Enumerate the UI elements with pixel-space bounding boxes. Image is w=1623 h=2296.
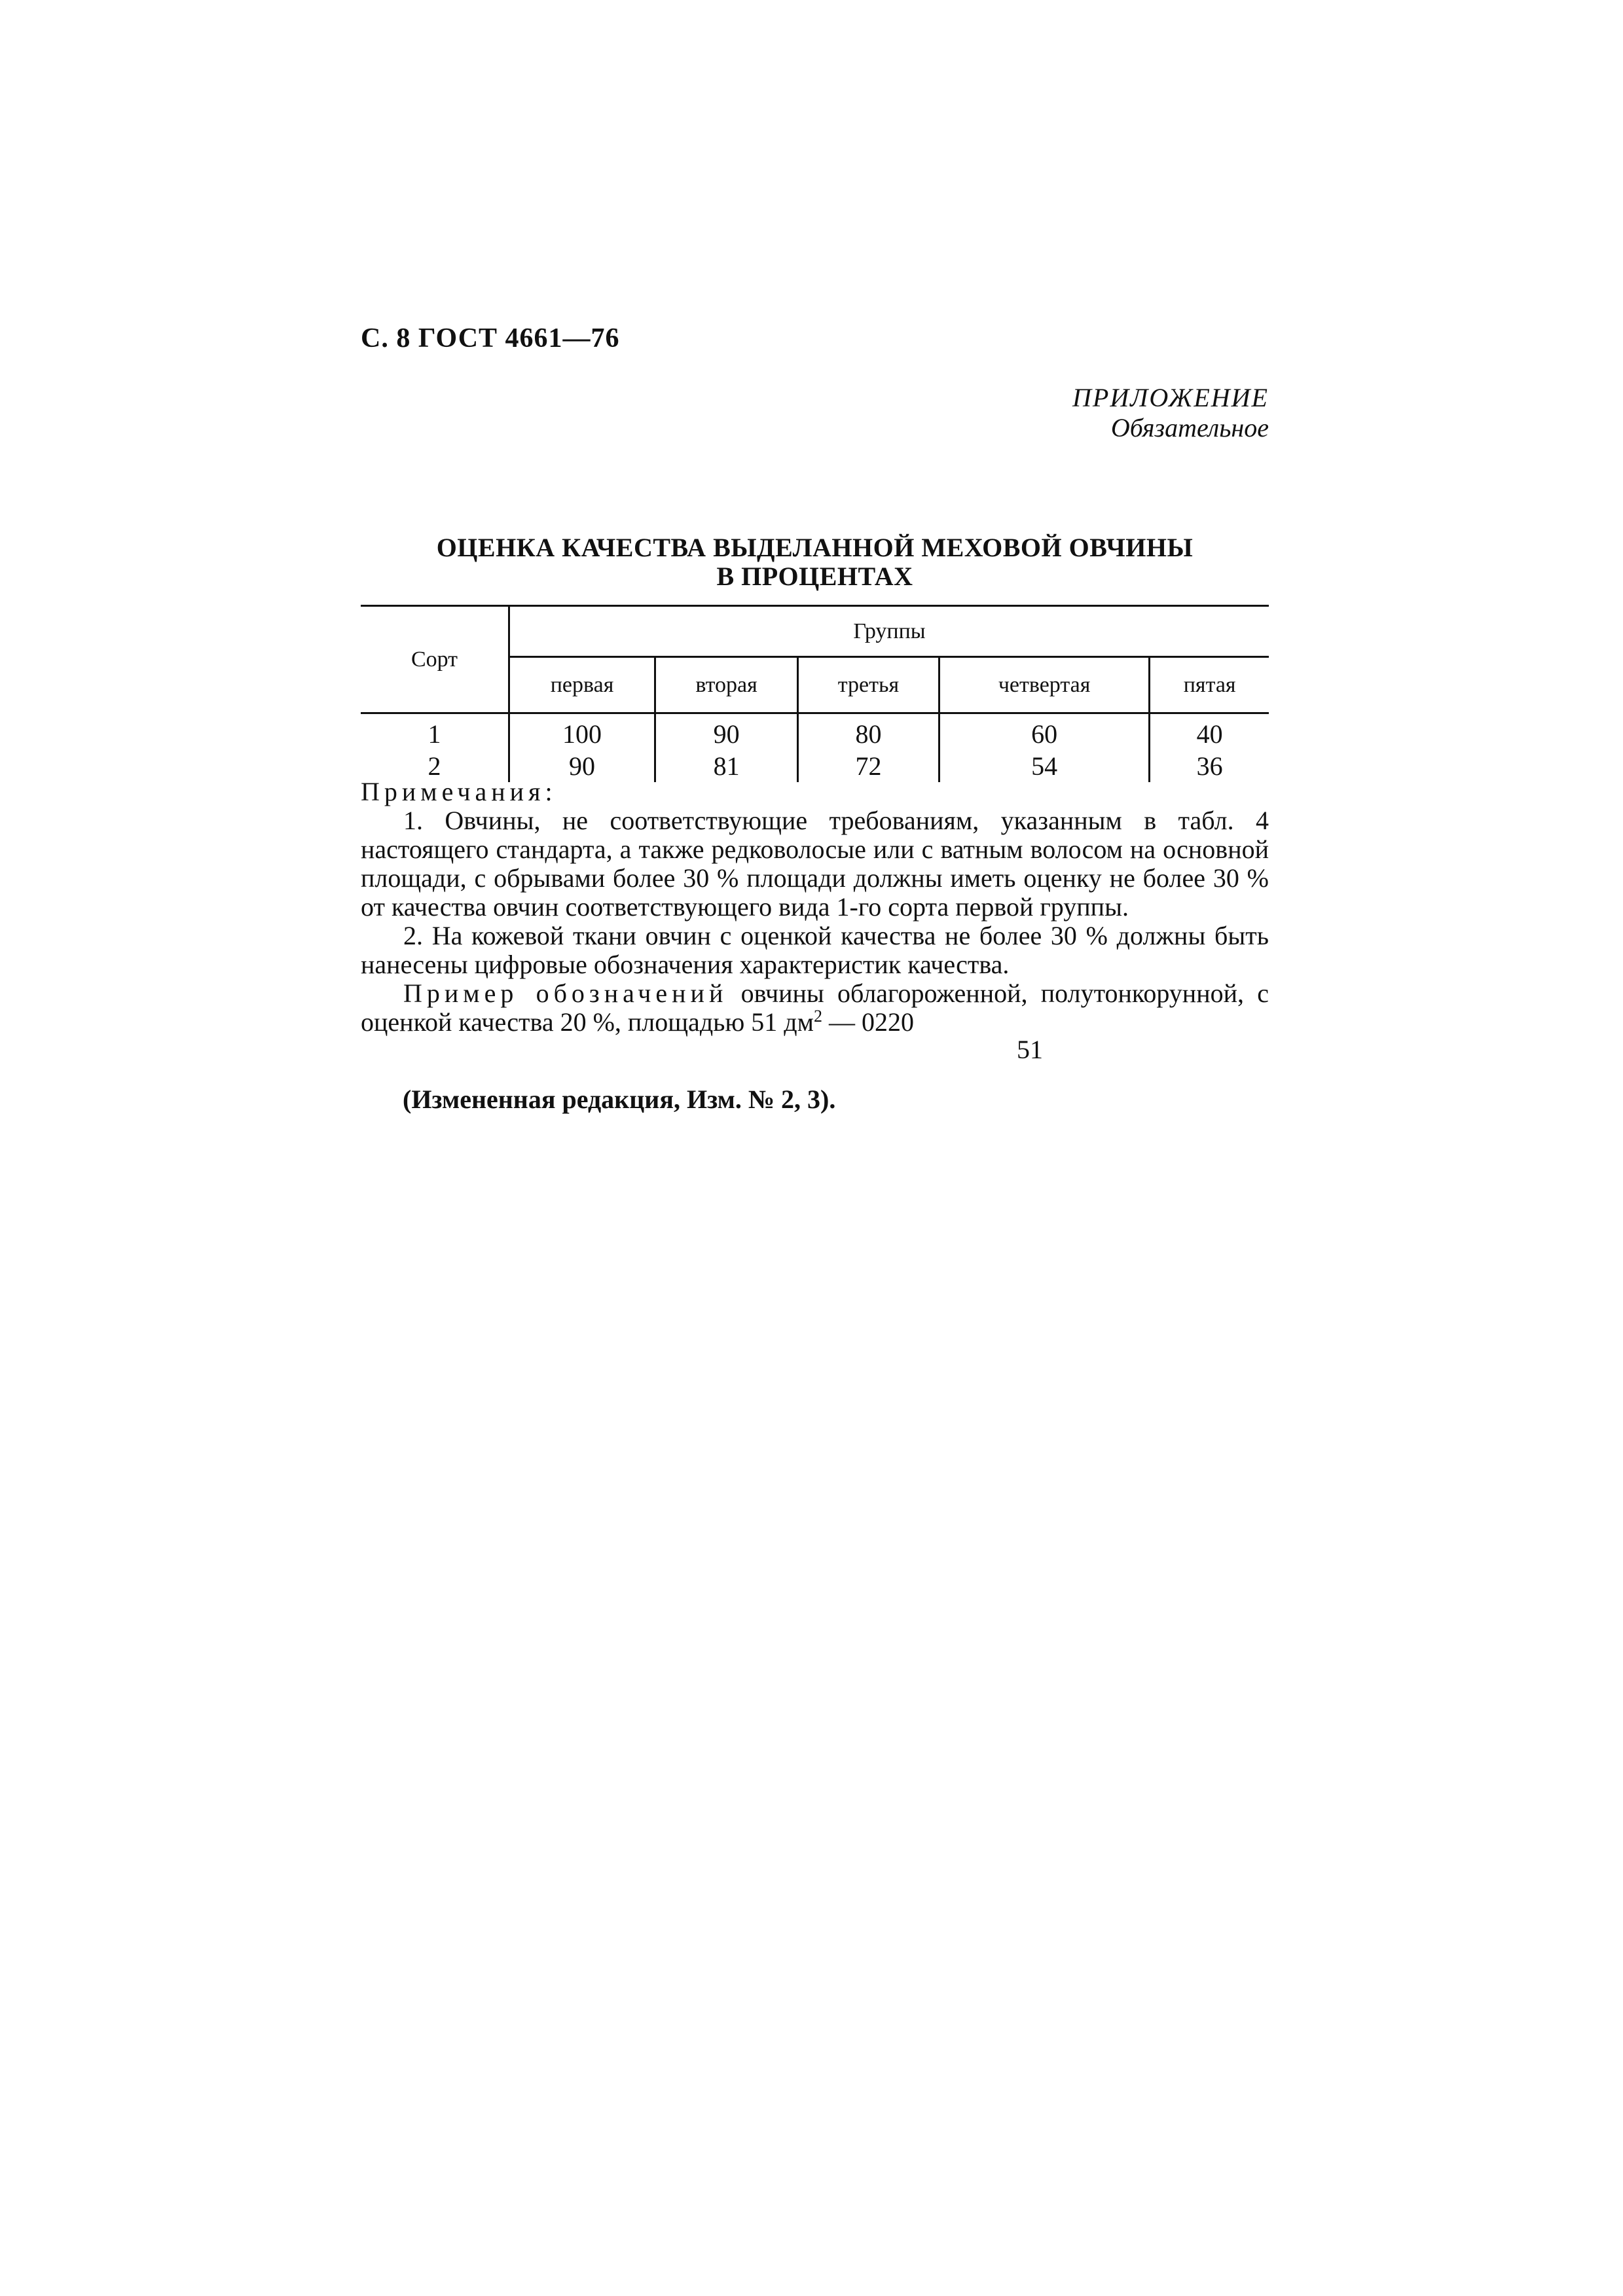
designation-example [361,979,1269,1037]
appendix-subtitle: Обязательное [1110,413,1269,442]
notes-heading: Примечания: [361,777,557,806]
cell-value: 100 [509,713,655,750]
cell-value: 90 [509,749,655,782]
cell-value: 72 [798,749,939,782]
document-title-line1: ОЦЕНКА КАЧЕСТВА ВЫДЕЛАННОЙ МЕХОВОЙ ОВЧИНЫ [436,533,1194,562]
document-title-line2: В ПРОЦЕНТАХ [716,562,913,591]
note-2: 2. На кожевой ткани овчин с оценкой качества не более 30 % должны быть нанесены цифровые обозначения характеристик качества. [361,921,1269,979]
cell-value: 60 [939,713,1149,750]
note-1: 1. Овчины, не соответствующие требованиям, указанным в табл. 4 настоящего стандарта, а также редковолосые или с ватным волосом на основной площади, с обрывами более 30 % площади должны иметь оценку не более 30 % от качества овчин соответствующего вида 1-го сорта первой группы. [361,806,1269,922]
cell-value: 90 [655,713,798,750]
table-row [361,713,1269,750]
header-group-4: четвертая [939,657,1149,713]
cell-value: 40 [1196,719,1223,749]
example-subscript: 51 [1017,1035,1043,1064]
example-superscript: 2 [813,1007,822,1026]
example-code: — 0220 [822,1007,914,1037]
cell-value: 80 [798,713,939,750]
cell-sort: 1 [361,713,509,750]
header-group-2: вторая [655,657,798,713]
notes-section [361,778,1269,1114]
cell-value: 54 [939,749,1149,782]
example-text: овчины облагороженной, полутонкорунной, с оценкой качества 20 %, площадью 51 дм [361,978,1269,1037]
amendment-note: (Измененная редакция, Изм. № 2, 3). [403,1085,836,1114]
cell-value: 36 [1196,751,1223,781]
document-title [361,533,1269,591]
page-header: С. 8 ГОСТ 4661—76 [361,323,620,353]
appendix-title: ПРИЛОЖЕНИЕ [1072,383,1269,412]
header-group-1: первая [509,657,655,713]
quality-table [361,605,1269,782]
header-groups: Группы [509,606,1269,657]
header-group-3: третья [798,657,939,713]
cell-sort: 2 [361,749,509,782]
header-group-5: пятая [1150,657,1269,713]
header-sort: Сорт [361,606,509,713]
cell-value: 81 [655,749,798,782]
appendix-label [1072,383,1269,443]
example-label: Пример обозначений [403,978,728,1008]
